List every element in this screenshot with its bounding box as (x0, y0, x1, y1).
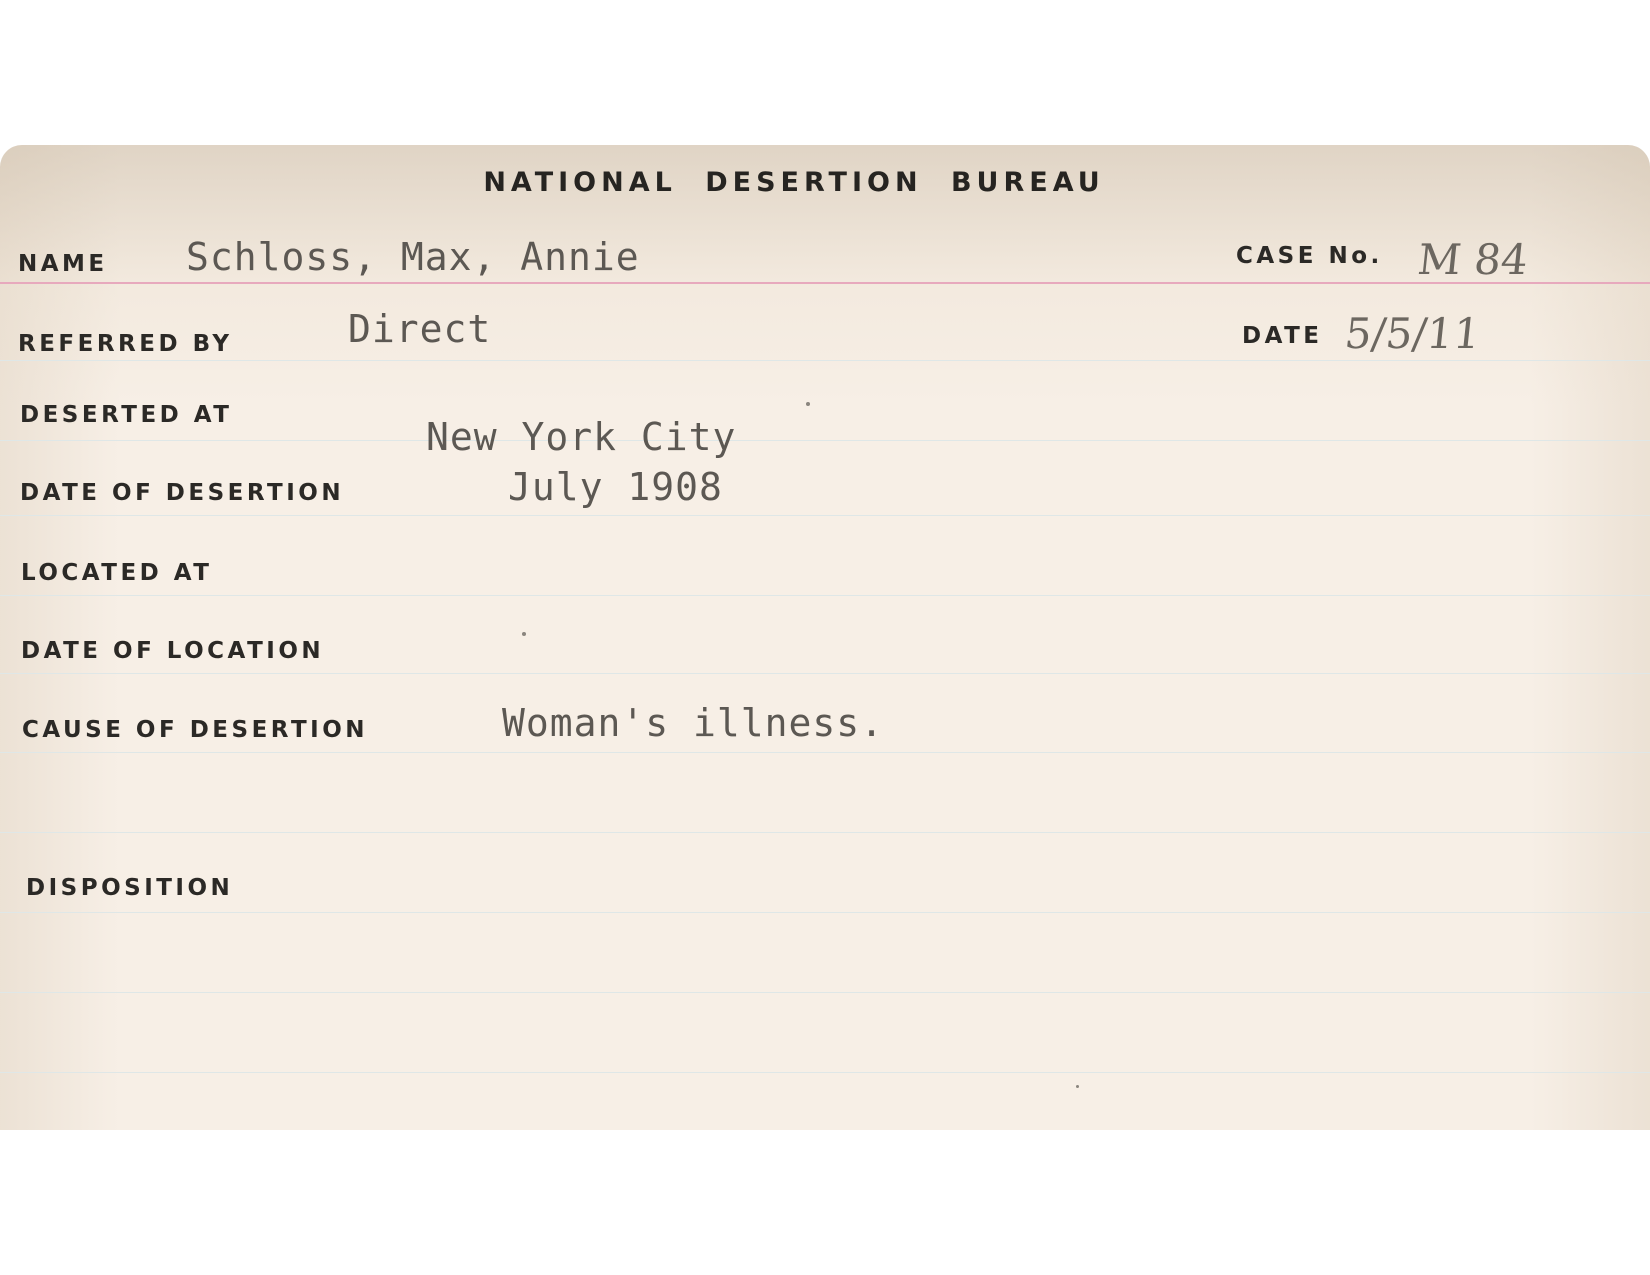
rule-line (0, 1072, 1650, 1073)
rule-line (0, 912, 1650, 913)
rule-line (0, 752, 1650, 753)
card-title: NATIONAL DESERTION BUREAU (483, 167, 1105, 198)
date-label: DATE (1242, 323, 1323, 349)
date-of-desertion-value: July 1908 (508, 465, 723, 509)
rule-line (0, 515, 1650, 516)
paper-speck (1076, 1085, 1079, 1088)
case-number-value: M 84 (1415, 235, 1531, 284)
date-of-location-label: DATE OF LOCATION (21, 638, 325, 664)
paper-speck (806, 402, 810, 406)
name-rule-line (0, 282, 1650, 284)
date-value: 5/5/11 (1342, 309, 1483, 358)
referred-by-label: REFERRED BY (18, 331, 233, 357)
name-value: Schloss, Max, Annie (186, 235, 640, 279)
paper-speck (522, 632, 526, 636)
index-card (0, 145, 1650, 1130)
deserted-at-value: New York City (426, 415, 737, 459)
rule-line (0, 992, 1650, 993)
case-number-label: CASE No. (1236, 243, 1383, 269)
cause-of-desertion-value: Woman's illness. (502, 701, 885, 745)
name-label: NAME (18, 251, 108, 277)
cause-of-desertion-label: CAUSE OF DESERTION (22, 717, 369, 743)
deserted-at-label: DESERTED AT (20, 402, 233, 428)
disposition-label: DISPOSITION (26, 875, 234, 901)
rule-line (0, 440, 1650, 441)
located-at-label: LOCATED AT (21, 560, 213, 586)
rule-line (0, 673, 1650, 674)
rule-line (0, 595, 1650, 596)
rule-line (0, 360, 1650, 361)
date-of-desertion-label: DATE OF DESERTION (20, 480, 345, 506)
rule-line (0, 832, 1650, 833)
referred-by-value: Direct (348, 307, 492, 351)
